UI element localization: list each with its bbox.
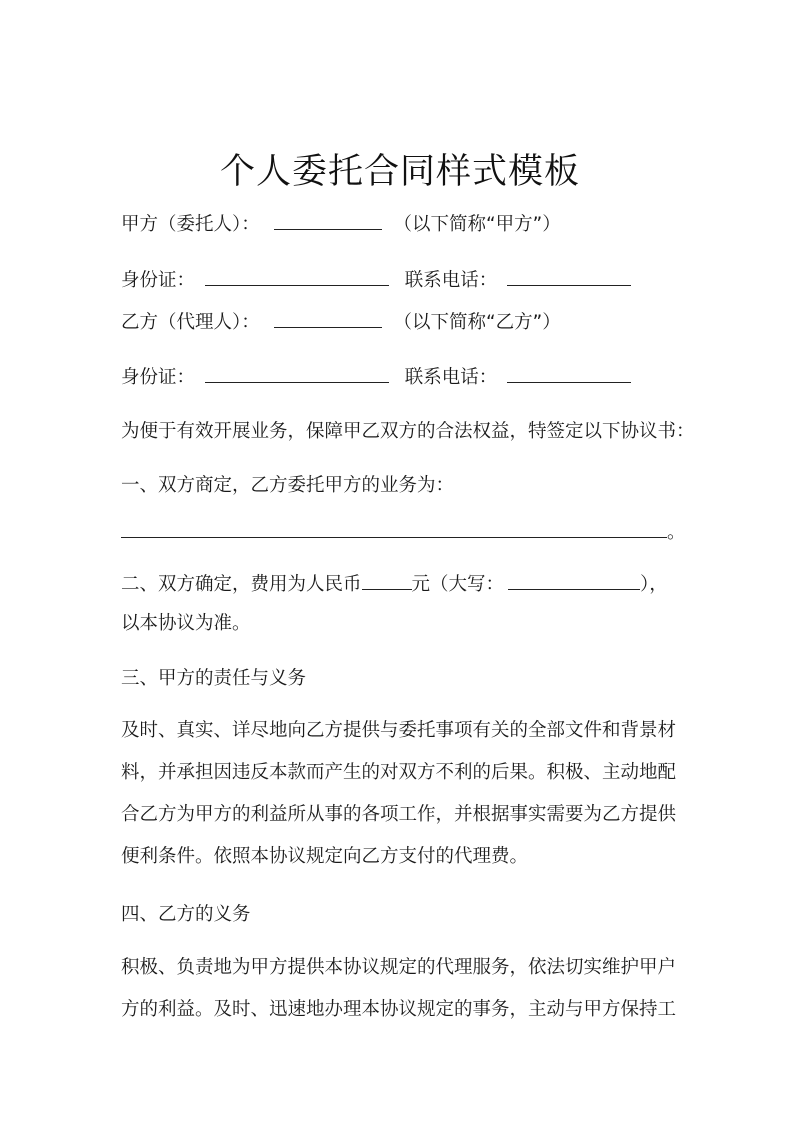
- clause-3-heading: 三、甲方的责任与义务: [121, 668, 307, 689]
- intro-paragraph: 为便于有效开展业务，保障甲乙双方的合法权益，特签定以下协议书：: [121, 421, 695, 442]
- party-b-id-blank[interactable]: [205, 364, 389, 383]
- party-b-abbrev: （以下简称“乙方”）: [393, 312, 561, 333]
- clause-3-line: 及时、真实、详尽地向乙方提供与委托事项有关的全部文件和背景材: [121, 720, 677, 741]
- party-b-contact-line: [121, 364, 631, 390]
- clause-4-body: [121, 947, 683, 1031]
- party-a-contact-line: [121, 267, 631, 293]
- fee-amount-blank[interactable]: [362, 571, 412, 590]
- clause-4-heading: 四、乙方的义务: [121, 904, 251, 925]
- clause-1-end-mark: 。: [667, 522, 686, 543]
- party-a-phone-blank[interactable]: [507, 267, 631, 286]
- party-b-line: [121, 309, 561, 335]
- clause-1-business-blank[interactable]: [121, 519, 667, 538]
- party-b-phone-blank[interactable]: [507, 364, 631, 383]
- clause-3-line: 合乙方为甲方的利益所从事的各项工作，并根据事实需要为乙方提供: [121, 804, 677, 825]
- party-b-phone-label: 联系电话：: [404, 367, 498, 388]
- party-a-id-label: 身份证：: [121, 270, 196, 291]
- party-a-name-blank[interactable]: [274, 211, 382, 230]
- clause-2-line-2: 以本协议为准。: [121, 613, 251, 634]
- clause-2-part1: 二、双方确定，费用为人民币: [121, 574, 362, 595]
- party-a-abbrev: （以下简称“甲方”）: [393, 214, 561, 235]
- party-b-name-blank[interactable]: [274, 309, 382, 328]
- party-a-line: [121, 211, 561, 237]
- clause-2-part2: 元（大写：: [411, 574, 505, 595]
- party-a-id-blank[interactable]: [205, 267, 389, 286]
- clause-4-line: 积极、负责地为甲方提供本协议规定的代理服务，依法切实维护甲户: [121, 957, 677, 978]
- clause-1-heading: 一、双方商定，乙方委托甲方的业务为：: [121, 475, 455, 496]
- clause-2-part3: ），: [640, 574, 668, 595]
- document-title: 个人委托合同样式模板: [219, 152, 580, 192]
- fee-amount-words-blank[interactable]: [508, 571, 640, 590]
- clause-3-body: [121, 710, 683, 878]
- party-b-label: 乙方（代理人）：: [121, 312, 260, 333]
- clause-2-line: [121, 571, 668, 597]
- clause-3-line: 料，并承担因违反本款而产生的对双方不利的后果。积极、主动地配: [121, 762, 677, 783]
- clause-4-line: 方的利益。及时、迅速地办理本协议规定的事务，主动与甲方保持工: [121, 999, 677, 1020]
- party-a-label: 甲方（委托人）：: [121, 214, 260, 235]
- clause-3-line: 便利条件。依照本协议规定向乙方支付的代理费。: [121, 846, 529, 867]
- party-b-id-label: 身份证：: [121, 367, 196, 388]
- clause-1-blank-line: [121, 519, 686, 545]
- party-a-phone-label: 联系电话：: [404, 270, 498, 291]
